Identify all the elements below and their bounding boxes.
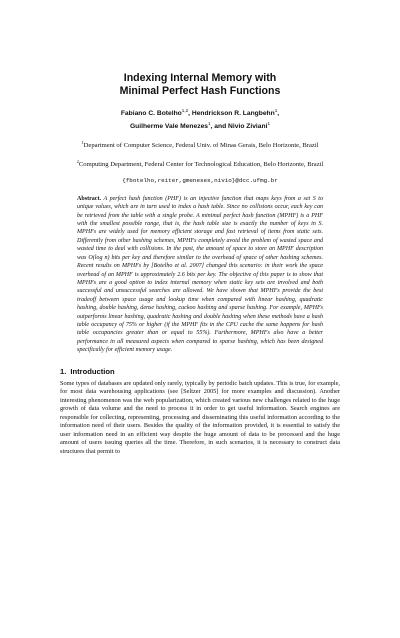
affiliation-text: Computing Department, Federal Center for Technological Education, Belo Horizonte, Brazil — [78, 160, 324, 168]
abstract-label: Abstract. — [77, 195, 102, 202]
author-name: Fabiano C. Botelho — [120, 110, 182, 118]
affiliation-mark: 1 — [81, 140, 84, 146]
section-number: 1. — [60, 366, 67, 376]
title-line-1: Indexing Internal Memory with — [123, 72, 277, 84]
paper-title — [60, 72, 340, 98]
author-line-1 — [60, 106, 340, 119]
affiliation-mark: 2 — [76, 158, 79, 164]
author-name: Guilherme Vale Menezes — [129, 122, 209, 130]
affiliation-text: Department of Computer Science, Federal Univ. of Minas Gerais, Belo Horizonte, Brazil — [83, 142, 319, 150]
author-affiliation-mark: 1 — [208, 120, 211, 126]
affiliation-2 — [60, 158, 340, 169]
paper-page — [0, 72, 400, 638]
author-separator: , — [277, 110, 280, 118]
title-line-2: Minimal Perfect Hash Functions — [119, 85, 281, 97]
abstract-text: A perfect hash function (PHF) is an injective function that maps keys from a set S to unique values, which are in turn used to index a hash table. Since no collisions occur, each key can be retrieved from the table with a single probe. A minimal perfect hash function (MPHF) is a PHF with the smallest possible range, that is, the hash table size is exactly the number of keys in S. MPHFs are widely used for memory efficient storage and fast retrieval of items from static sets. Differently from other hashing schemes, MPHFs completely avoid the problem of wasted space and wasted time to deal with collisions. In the past, the amount of space to store an MPHF description was O(log n) bits per key and therefore similar to the overhead of space of other hashing schemes. Recent results on MPHFs by [Botelho et al. 2007] changed this scenario: in their work the space overhead of an MPHF is approximately 2.6 bits per key. The objective of this paper is to show that MPHFs are a good option to index internal memory when static key sets are involved and both successful and unsuccessful searches are allowed. We have shown that MPHFs provide the best tradeoff between space usage and lookup time when compared with linear hashing, quadratic hashing, double hashing, dense hashing, cuckoo hashing and sparse hashing. For example, MPHFs outperforms linear hashing, quadratic hashing and double hashing when these methods have a hash table occupancy of 75% or higher (if the MPHF fits in the CPU cache the same happens for hash table occupancies greater than or equal to 55%). Furthermore, MPHFs also have a better performance in all measured aspects when compared to sparse hashing, which has been designed specifically for efficient memory usage. — [77, 195, 323, 354]
author-affiliation-mark: 1 — [267, 120, 271, 126]
section-heading-introduction — [60, 367, 340, 377]
author-name: , and Nivio Ziviani — [210, 122, 268, 130]
author-affiliation-mark: 1 — [274, 108, 278, 113]
author-affiliation-mark: 1,2 — [181, 108, 189, 113]
author-emails: {fbotelho,reiter,gmeneses,nivio}@dcc.ufmg.br — [122, 176, 278, 184]
introduction-paragraph: Some types of databases are updated only rarely, typically by periodic batch updates. This is true, for example, for most data warehousing applications (see [Seltzer 2005] for more examples and discussion). Another interesting phenomenon was the web popularization, which created various new challenges related to the huge growth of data volume and the need to process it in order to get useful information. Search engines are responsible for collecting, representing, processing and disseminating this useful information according to the information need of their users. Besides the quality of the information provided, it is essential to satisfy the user information need in an efficient way despite the huge amount of data to be processed and the huge amount of users issuing queries all the time. Therefore, in such scenarios, it is necessary to construct data structures that permit to — [60, 379, 340, 455]
abstract — [77, 195, 323, 355]
affiliation-1 — [60, 139, 340, 150]
author-name: , Hendrickson R. Langbehn — [188, 110, 275, 118]
section-title: Introduction — [70, 366, 115, 376]
author-list — [60, 106, 340, 131]
author-line-2 — [60, 119, 340, 132]
